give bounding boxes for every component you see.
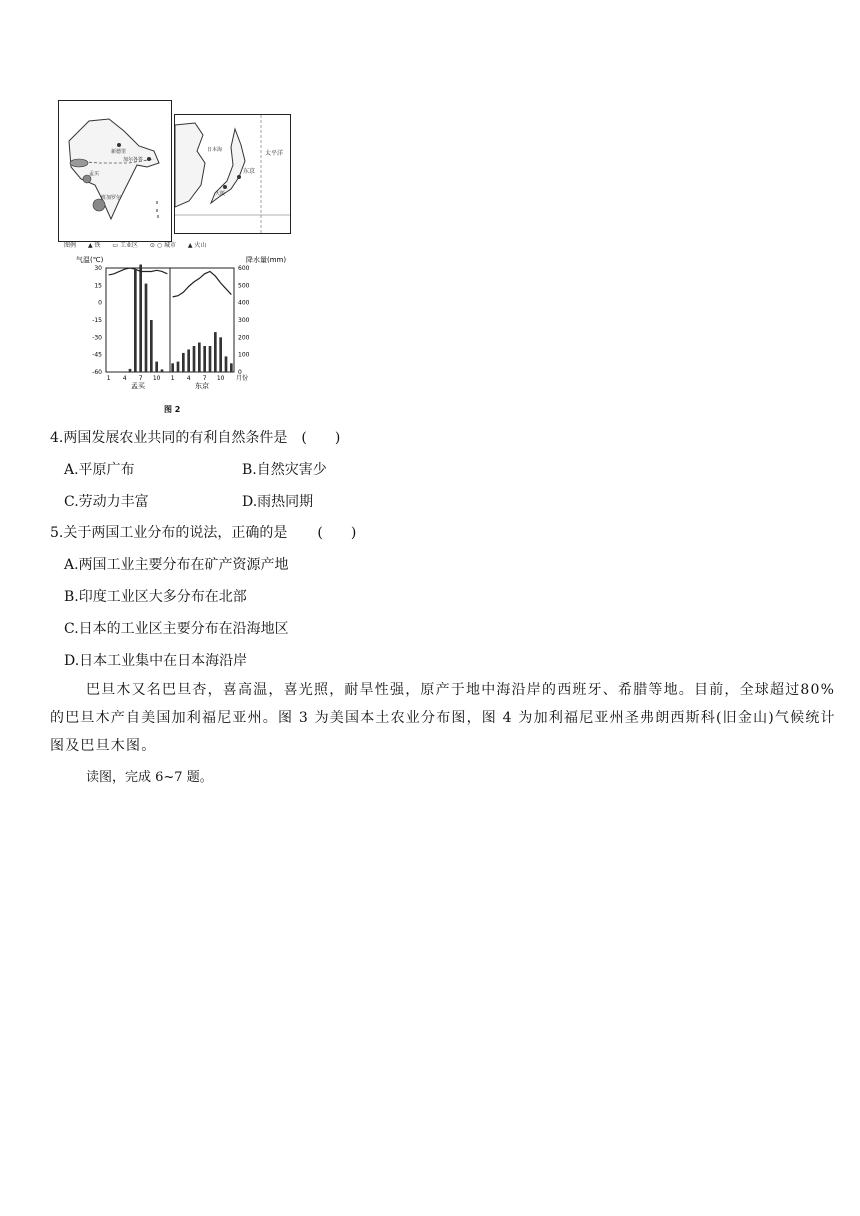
- legend-item: ⊙ ○ 城市: [149, 242, 176, 249]
- precip-bar: [155, 362, 158, 372]
- precip-bar: [214, 332, 217, 372]
- right-axis-label: 降水量(mm): [246, 256, 287, 264]
- question-4-stem: [50, 428, 340, 448]
- x-tick-label: 7: [202, 375, 207, 382]
- figure-2: [56, 96, 296, 416]
- q4-option-a: A.平原广布: [64, 462, 135, 478]
- precip-bar: [209, 346, 212, 372]
- precip-bar: [171, 363, 174, 372]
- japan-label-3: 日本海: [207, 147, 223, 153]
- left-tick-label: 0: [98, 299, 102, 307]
- q4-option-b: B.自然灾害少: [242, 462, 327, 478]
- legend-item: ▭ 工业区: [112, 242, 138, 249]
- q4-answer-bracket: ( ): [301, 430, 341, 446]
- india-map-drawing: [59, 101, 171, 241]
- temperature-curve: [109, 268, 168, 275]
- question-5-stem: [50, 523, 356, 543]
- precip-bar: [107, 371, 110, 372]
- right-tick-label: 300: [238, 317, 250, 324]
- x-tick-label: 4: [186, 375, 191, 382]
- q5-answer-bracket: ( ): [317, 525, 357, 541]
- q4-option-c: C.劳动力丰富: [64, 494, 149, 510]
- q5-option-b: B.印度工业区大多分布在北部: [64, 589, 247, 605]
- legend-item: ▲ 火山: [187, 242, 207, 249]
- q4-stem-text: 4.两国发展农业共同的有利自然条件是: [50, 430, 288, 446]
- x-tick-label: 10: [152, 375, 161, 382]
- right-tick-label: 400: [238, 299, 250, 307]
- precip-bar: [129, 369, 132, 372]
- q4-option-d: D.雨热同期: [242, 494, 314, 510]
- india-label-2: 孟买: [89, 171, 100, 177]
- india-label-0: 新德里: [111, 149, 127, 155]
- q5-option-c: C.日本的工业区主要分布在沿海地区: [64, 621, 289, 637]
- left-tick-label: -30: [92, 334, 102, 342]
- japan-map: [174, 114, 291, 234]
- x-tick-label: 10: [216, 375, 225, 382]
- q5-option-d: D.日本工业集中在日本海沿岸: [64, 653, 248, 669]
- precip-bar: [182, 353, 185, 372]
- india-label-1: 加尔各答: [123, 157, 144, 163]
- city-label: 孟买: [131, 382, 145, 390]
- precip-bar: [145, 284, 148, 372]
- left-tick-label: -15: [92, 317, 102, 324]
- japan-map-drawing: [175, 115, 290, 233]
- precip-bar: [166, 371, 169, 372]
- precip-bar: [187, 349, 190, 372]
- city-label: 东京: [195, 382, 209, 390]
- precip-bar: [177, 362, 180, 372]
- precip-bar: [203, 346, 206, 372]
- left-tick-label: 30: [94, 265, 102, 272]
- right-tick-label: 200: [238, 334, 250, 342]
- india-label-3: 班加罗尔: [101, 195, 122, 201]
- q5-stem-text: 5.关于两国工业分布的说法，正确的是: [50, 525, 288, 541]
- precip-bar: [230, 363, 233, 372]
- precip-bar: [161, 369, 164, 372]
- left-tick-label: 15: [94, 282, 102, 290]
- precip-bar: [118, 371, 121, 372]
- left-tick-label: -60: [92, 369, 102, 376]
- left-tick-label: -45: [92, 351, 102, 359]
- passage-text: 巴旦木又名巴旦杏，喜高温，喜光照，耐旱性强，原产于地中海沿岸的西班牙、希腊等地。目前，全球超过80%的巴旦木产自美国加利福尼亚州。图 3 为美国本土农业分布图，图 4 为加利福尼亚州圣弗朗西斯科(旧金山)气候统计图及巴旦木图。: [50, 682, 836, 754]
- left-axis-label: 气温(℃): [76, 256, 104, 264]
- climate-chart: [56, 254, 296, 404]
- map-legend: [64, 240, 216, 249]
- precip-bar: [139, 265, 142, 372]
- legend-item: ▲ 铁: [87, 242, 101, 249]
- japan-label-2: 太平洋: [265, 150, 284, 157]
- x-tick-label: 1: [170, 375, 175, 382]
- precip-bar: [150, 320, 153, 372]
- q5-option-a: A.两国工业主要分布在矿产资源产地: [64, 557, 289, 573]
- x-tick-label: 月份: [236, 375, 249, 382]
- precip-bar: [193, 346, 196, 372]
- temperature-curve: [173, 271, 232, 296]
- x-tick-label: 1: [106, 375, 111, 382]
- figure-caption: 图 2: [164, 405, 181, 414]
- japan-label-0: 东京: [243, 168, 256, 175]
- right-tick-label: 0: [238, 369, 242, 376]
- precip-bar: [134, 270, 137, 372]
- x-tick-label: 7: [138, 375, 143, 382]
- precip-bar: [198, 343, 201, 372]
- reading-instruction: 读图，完成 6~7 题。: [86, 770, 213, 785]
- right-tick-label: 100: [238, 351, 250, 359]
- india-map: [58, 100, 172, 242]
- precip-bar: [219, 337, 222, 372]
- legend-item: 图例: [64, 242, 77, 249]
- x-tick-label: 4: [122, 375, 127, 382]
- japan-label-1: 大阪: [215, 191, 226, 197]
- right-tick-label: 500: [238, 282, 250, 290]
- precip-bar: [225, 356, 228, 372]
- right-tick-label: 600: [238, 265, 250, 272]
